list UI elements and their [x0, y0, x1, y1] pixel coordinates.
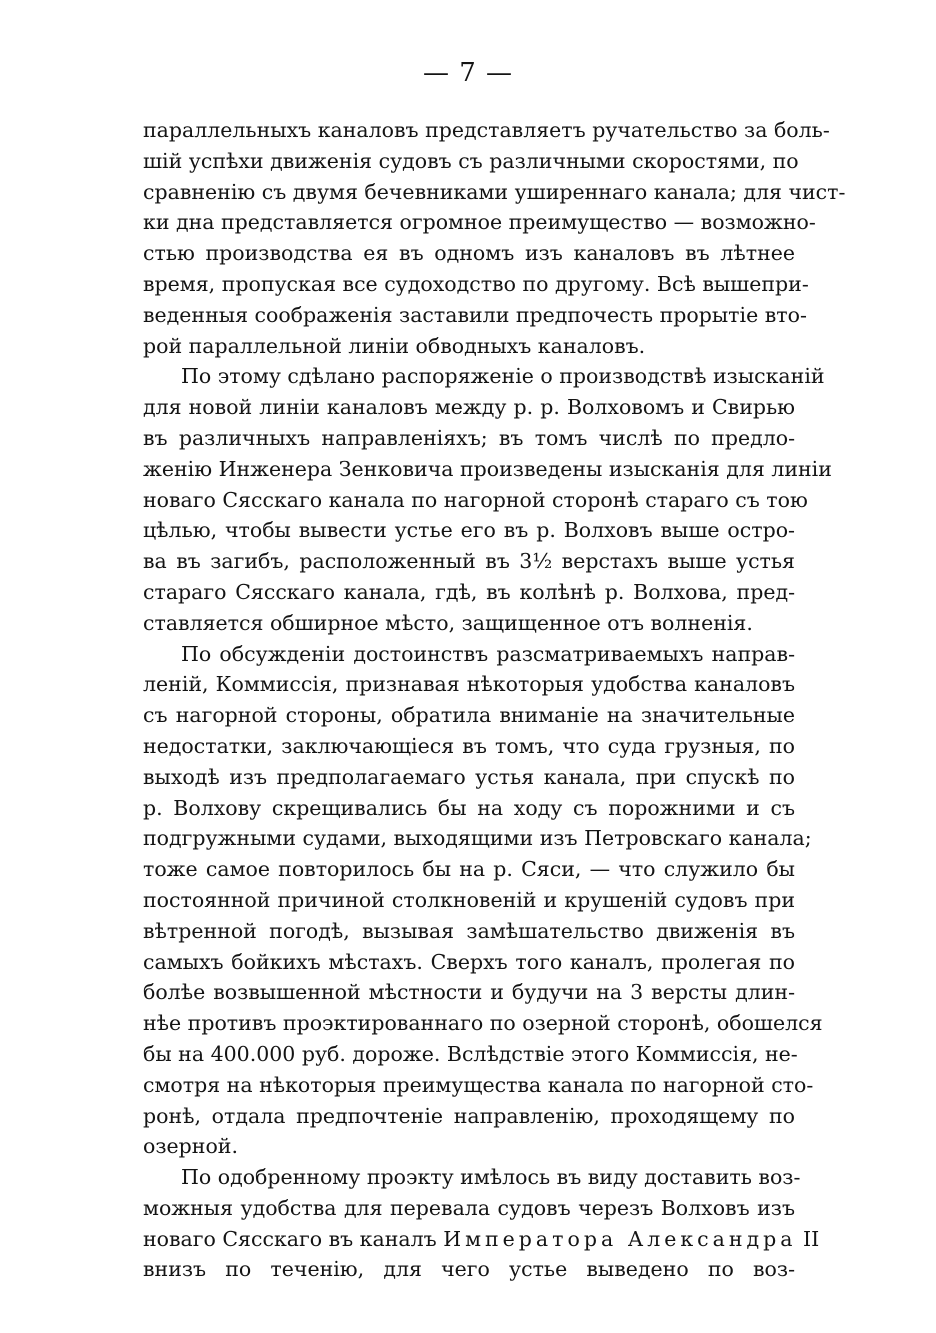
text-line: цѣлью, чтобы вывести устье его въ р. Волховъ выше остро-	[143, 518, 795, 543]
text-line: болѣе возвышенной мѣстности и будучи на 3 версты длин-	[143, 980, 795, 1005]
paragraph-4	[143, 1162, 820, 1285]
text-line: По этому сдѣлано распоряженіе о производствѣ изысканій	[181, 364, 825, 389]
text-line: ва въ загибъ, расположенный въ 3½ верстахъ выше устья	[143, 549, 795, 574]
text-line: озерной.	[143, 1134, 238, 1159]
text-line: выходѣ изъ предполагаемаго устья канала, при спускѣ по	[143, 764, 795, 789]
text-line: для новой линіи каналовъ между р. р. Волховомъ и Свирью	[143, 395, 795, 420]
line-segment: II	[796, 1226, 820, 1251]
text-line: время, пропуская все судоходство по другому. Всѣ вышепри-	[143, 271, 809, 296]
line-segment: новаго Сясскаго въ каналъ	[143, 1226, 444, 1251]
text-line: женію Инженера Зенковича произведены изысканія для линіи	[143, 456, 832, 481]
text-line: постоянной причиной столкновеній и крушеній судовъ при	[143, 887, 795, 912]
text-line: смотря на нѣкоторыя преимущества канала по нагорной сто-	[143, 1072, 814, 1097]
text-line: веденныя соображенія заставили предпочесть прорытіе вто-	[143, 302, 807, 327]
text-line: рой параллельной линіи обводныхъ каналовъ.	[143, 333, 646, 358]
text-line: самыхъ бойкихъ мѣстахъ. Сверхъ того каналъ, пролегая по	[143, 949, 795, 974]
text-line: тоже самое повторилось бы на р. Сяси, — что служило бы	[143, 857, 795, 882]
paragraph-1	[143, 115, 846, 361]
spaced-name: Императора Александра	[443, 1226, 797, 1251]
text-line: сравненію съ двумя бечевниками уширеннаго канала; для чист-	[143, 179, 846, 204]
text-line-spaced	[143, 1224, 820, 1255]
paragraph-3	[143, 639, 823, 1163]
text-line: параллельныхъ каналовъ представляетъ ручательство за боль-	[143, 118, 830, 142]
text-line: По одобренному проэкту имѣлось въ виду доставить воз-	[181, 1165, 801, 1190]
text-line: можныя удобства для перевала судовъ черезъ Волховъ изъ	[143, 1195, 795, 1220]
text-line: шій успѣхи движенія судовъ съ различными скоростями, по	[143, 148, 799, 173]
paragraph-2	[143, 361, 832, 638]
text-line: внизъ по теченію, для чего устье выведено по воз-	[143, 1257, 795, 1282]
text-line: ставляется обширное мѣсто, защищенное отъ волненія.	[143, 610, 753, 635]
text-line: стараго Сясскаго канала, гдѣ, въ колѣнѣ р. Волхова, пред-	[143, 579, 795, 604]
text-line: недостатки, заключающіеся въ томъ, что суда грузныя, по	[143, 733, 795, 758]
text-line: подгружными судами, выходящими изъ Петровскаго канала;	[143, 826, 812, 851]
text-line: р. Волхову скрещивались бы на ходу съ порожними и съ	[143, 795, 795, 820]
text-line: ронѣ, отдала предпочтеніе направленію, проходящему по	[143, 1103, 795, 1128]
text-line: въ различныхъ направленіяхъ; въ томъ числѣ по предло-	[143, 425, 795, 450]
text-line: стью производства ея въ одномъ изъ каналовъ въ лѣтнее	[143, 241, 795, 266]
text-line: леній, Коммиссія, признавая нѣкоторыя удобства каналовъ	[143, 672, 795, 697]
text-line: ки дна представляется огромное преимущество — возможно-	[143, 210, 816, 235]
text-line: вѣтренной погодѣ, вызывая замѣшательство движенія въ	[143, 918, 795, 943]
body-text	[143, 115, 846, 1285]
text-line: По обсужденіи достоинствъ разсматриваемыхъ направ-	[181, 641, 795, 666]
page-number: — 7 —	[422, 58, 514, 88]
text-line: бы на 400.000 руб. дороже. Вслѣдствіе этого Коммиссія, не-	[143, 1041, 798, 1066]
text-line: нѣе противъ проэктированнаго по озерной сторонѣ, обошелся	[143, 1011, 823, 1036]
text-line: съ нагорной стороны, обратила вниманіе на значительные	[143, 703, 795, 728]
text-line: новаго Сясскаго канала по нагорной сторонѣ стараго съ тою	[143, 487, 808, 512]
